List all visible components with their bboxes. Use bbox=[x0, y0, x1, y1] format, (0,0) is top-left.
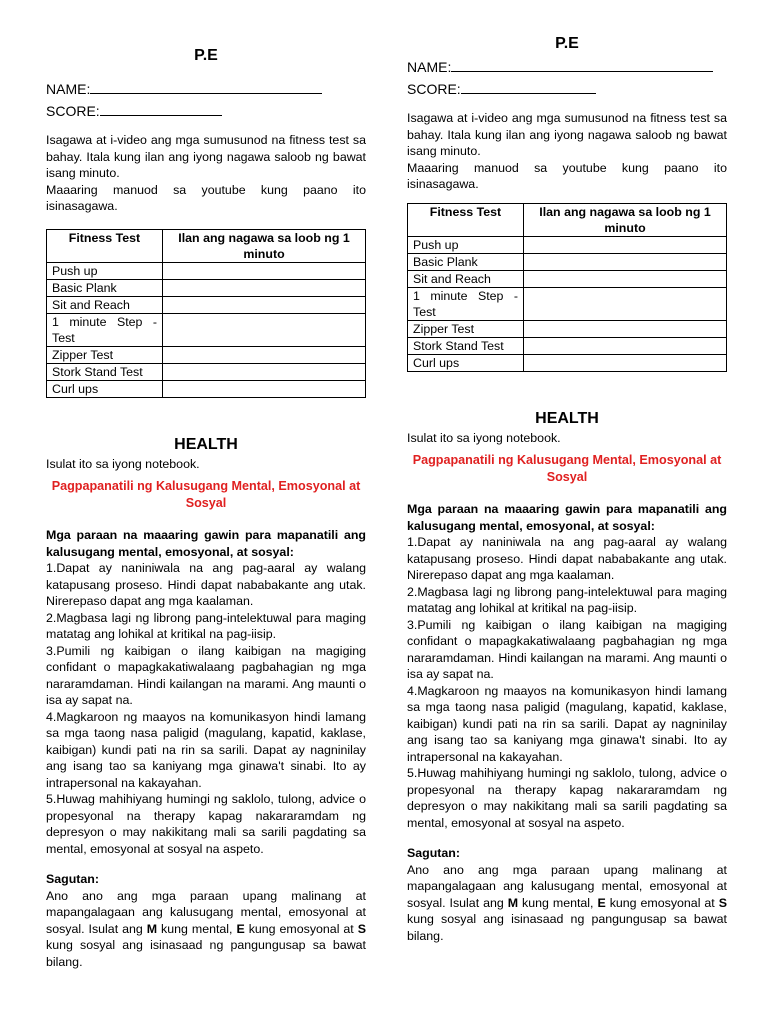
fitness-test-header: Fitness Test bbox=[47, 229, 163, 262]
list-item: 2.Magbasa lagi ng librong pang-intelektuwal para maging matatag ang lohikal at kritikal na pag-iisip. bbox=[407, 584, 727, 615]
notebook-note: Isulat ito sa iyong notebook. bbox=[46, 456, 200, 471]
count-cell[interactable] bbox=[524, 236, 727, 253]
test-name: Stork Stand Test bbox=[47, 363, 163, 380]
count-cell[interactable] bbox=[524, 320, 727, 337]
table-row bbox=[47, 380, 366, 397]
fitness-test-header: Fitness Test bbox=[408, 203, 524, 236]
sagutan-text: Ano ano ang mga paraan upang malinang at mapangalagaan ang kalusugang mental, emosyonal at sosyal. Isulat ang M kung mental, E kung emosyonal at S kung sosyal ang isinasaad ng pangungusap sa bawat bilang. bbox=[407, 862, 727, 943]
score-blank[interactable] bbox=[100, 101, 222, 116]
table-row bbox=[408, 287, 727, 320]
pe-instruction-2: Maaaring manuod sa youtube kung paano ito isinasagawa. bbox=[46, 182, 366, 213]
name-blank[interactable] bbox=[451, 57, 713, 72]
table-row bbox=[408, 354, 727, 371]
health-title: HEALTH bbox=[535, 409, 599, 427]
test-name: Zipper Test bbox=[47, 346, 163, 363]
list-item: 5.Huwag mahihiyang humingi ng saklolo, tulong, advice o propesyonal na therapy kapag nakararamdam ng depresyon o may nakikitang mali sa sarili pagdating sa mental, emosyonal at sosyal na aspeto. bbox=[46, 792, 366, 856]
list-item: 1.Dapat ay naniniwala na ang pag-aaral ay walang katapusang proseso. Hindi dapat nababakante ang utak. Nirerepaso dapat ang mga kaalaman. bbox=[407, 535, 727, 582]
test-name: Sit and Reach bbox=[408, 270, 524, 287]
table-row bbox=[408, 337, 727, 354]
sagutan-title: Sagutan: bbox=[407, 846, 461, 860]
count-cell[interactable] bbox=[524, 337, 727, 354]
count-cell[interactable] bbox=[524, 287, 727, 320]
test-name: Curl ups bbox=[47, 380, 163, 397]
score-blank[interactable] bbox=[461, 79, 596, 94]
test-name: Sit and Reach bbox=[47, 296, 163, 313]
name-label: NAME: bbox=[46, 81, 91, 97]
score-label: SCORE: bbox=[407, 81, 461, 97]
count-cell[interactable] bbox=[163, 313, 366, 346]
count-cell[interactable] bbox=[163, 363, 366, 380]
count-cell[interactable] bbox=[163, 262, 366, 279]
table-row bbox=[408, 253, 727, 270]
notebook-note: Isulat ito sa iyong notebook. bbox=[407, 430, 561, 445]
table-row bbox=[408, 236, 727, 253]
list-item: 4.Magkaroon ng maayos na komunikasyon hindi lamang sa mga taong nasa paligid (magulang, kapatid, kaklase, kaibigan) kundi pati na rin sa sarili. Dapat ay nagninilay ang isang tao sa kaniyang mga ginawa't sinabi. Ito ay intrapersonal na kakayahan. bbox=[407, 683, 727, 764]
fitness-table bbox=[407, 203, 727, 372]
score-label: SCORE: bbox=[46, 103, 100, 119]
test-name: 1 minute Step - Test bbox=[408, 287, 524, 320]
count-cell[interactable] bbox=[163, 346, 366, 363]
table-row bbox=[47, 346, 366, 363]
name-blank[interactable] bbox=[90, 79, 322, 94]
pe-instruction-1: Isagawa at i-video ang mga sumusunod na fitness test sa bahay. Itala kung ilan ang iyong nagawa saloob ng bawat isang minuto. bbox=[46, 133, 366, 180]
table-row bbox=[408, 320, 727, 337]
list-item: 3.Pumili ng kaibigan o ilang kaibigan na magiging confidant o mapagkakatiwalaang pagbahagian ng mga nararamdaman. Hindi kailangan na marami. Ang maunti o isa ay sapat na. bbox=[46, 643, 366, 707]
count-cell[interactable] bbox=[163, 279, 366, 296]
health-subtitle: Pagpapanatili ng Kalusugang Mental, Emosyonal at Sosyal bbox=[412, 453, 722, 484]
test-name: Basic Plank bbox=[408, 253, 524, 270]
count-header: Ilan ang nagawa sa loob ng 1 minuto bbox=[524, 203, 727, 236]
name-field[interactable] bbox=[407, 56, 727, 78]
sagutan-title: Sagutan: bbox=[46, 872, 100, 886]
score-field[interactable] bbox=[407, 78, 727, 100]
count-cell[interactable] bbox=[524, 270, 727, 287]
left-copy bbox=[46, 44, 366, 970]
pe-instruction-2: Maaaring manuod sa youtube kung paano ito isinasagawa. bbox=[407, 160, 727, 191]
test-name: Push up bbox=[408, 236, 524, 253]
test-name: Stork Stand Test bbox=[408, 337, 524, 354]
health-subtitle: Pagpapanatili ng Kalusugang Mental, Emosyonal at Sosyal bbox=[51, 479, 361, 510]
test-name: 1 minute Step - Test bbox=[47, 313, 163, 346]
count-cell[interactable] bbox=[524, 253, 727, 270]
count-cell[interactable] bbox=[163, 296, 366, 313]
table-row bbox=[47, 313, 366, 346]
table-row bbox=[47, 279, 366, 296]
table-row bbox=[408, 270, 727, 287]
table-row bbox=[47, 262, 366, 279]
pe-instruction-1: Isagawa at i-video ang mga sumusunod na fitness test sa bahay. Itala kung ilan ang iyong nagawa saloob ng bawat isang minuto. bbox=[407, 111, 727, 158]
health-title: HEALTH bbox=[174, 435, 238, 453]
name-label: NAME: bbox=[407, 59, 452, 75]
test-name: Push up bbox=[47, 262, 163, 279]
list-intro: Mga paraan na maaaring gawin para mapanatili ang kalusugang mental, emosyonal, at sosyal: bbox=[46, 528, 366, 559]
count-cell[interactable] bbox=[524, 354, 727, 371]
count-cell[interactable] bbox=[163, 380, 366, 397]
list-item: 1.Dapat ay naniniwala na ang pag-aaral ay walang katapusang proseso. Hindi dapat nababakante ang utak. Nirerepaso dapat ang mga kaalaman. bbox=[46, 561, 366, 608]
list-intro: Mga paraan na maaaring gawin para mapanatili ang kalusugang mental, emosyonal, at sosyal: bbox=[407, 502, 727, 533]
table-row bbox=[47, 363, 366, 380]
list-item: 2.Magbasa lagi ng librong pang-intelektuwal para maging matatag ang lohikal at kritikal na pag-iisip. bbox=[46, 610, 366, 641]
test-name: Zipper Test bbox=[408, 320, 524, 337]
right-copy bbox=[407, 35, 727, 956]
pe-title: P.E bbox=[194, 47, 218, 64]
list-item: 3.Pumili ng kaibigan o ilang kaibigan na magiging confidant o mapagkakatiwalaang pagbahagian ng mga nararamdaman. Hindi kailangan na marami. Ang maunti o isa ay sapat na. bbox=[407, 617, 727, 681]
list-item: 4.Magkaroon ng maayos na komunikasyon hindi lamang sa mga taong nasa paligid (magulang, kapatid, kaklase, kaibigan) kundi pati na rin sa sarili. Dapat ay nagninilay ang isang tao sa kaniyang mga ginawa't sinabi. Ito ay intrapersonal na kakayahan. bbox=[46, 709, 366, 790]
pe-title: P.E bbox=[555, 35, 579, 52]
sagutan-text: Ano ano ang mga paraan upang malinang at mapangalagaan ang kalusugang mental, emosyonal at sosyal. Isulat ang M kung mental, E kung emosyonal at S kung sosyal ang isinasaad ng pangungusap sa bawat bilang. bbox=[46, 888, 366, 969]
test-name: Curl ups bbox=[408, 354, 524, 371]
table-row bbox=[47, 296, 366, 313]
test-name: Basic Plank bbox=[47, 279, 163, 296]
name-field[interactable] bbox=[46, 78, 366, 100]
list-item: 5.Huwag mahihiyang humingi ng saklolo, tulong, advice o propesyonal na therapy kapag nakararamdam ng depresyon o may nakikitang mali sa sarili pagdating sa mental, emosyonal at sosyal na aspeto. bbox=[407, 766, 727, 830]
fitness-table bbox=[46, 229, 366, 398]
count-header: Ilan ang nagawa sa loob ng 1 minuto bbox=[163, 229, 366, 262]
score-field[interactable] bbox=[46, 100, 366, 122]
